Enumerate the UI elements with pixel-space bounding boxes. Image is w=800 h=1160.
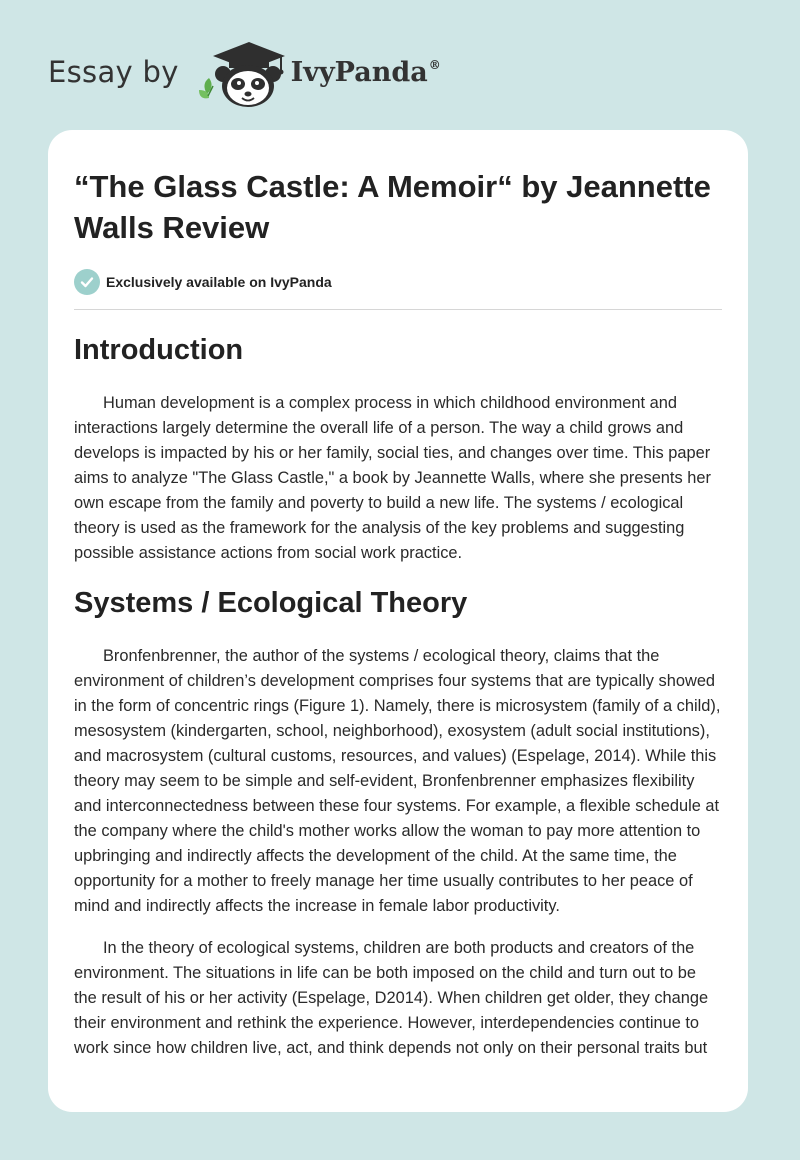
site-header bbox=[48, 34, 441, 110]
paragraph-introduction: Human development is a complex process in which childhood environment and interactions largely determine the overall life of a person. The way a child grows and develops is impacted by his or her family, social ties, and changes over time. This paper aims to analyze "The Glass Castle," a book by Jeannette Walls, where she presents her own escape from the family and poverty to build a new life. The systems / ecological theory is used as the framework for the analysis of the key problems and suggesting possible assistance actions from social work practice. bbox=[74, 394, 711, 562]
brand-name: IvyPanda bbox=[290, 56, 428, 88]
essay-by-label: Essay by bbox=[48, 55, 179, 89]
section-heading-systems-ecological-theory: Systems / Ecological Theory bbox=[74, 587, 468, 619]
panda-graduate-logo-icon[interactable] bbox=[197, 34, 287, 110]
paragraph-systems-2: In the theory of ecological systems, children are both products and creators of the environment. The situations in life can be both imposed on the child and turn out to be the result of his or her activity (Espelage, D2014). When children get older, they change their environment and rethink the experience. However, interdependencies continue to work since how children live, act, and think depends not only on their personal traits but bbox=[74, 939, 709, 1057]
section-heading-introduction: Introduction bbox=[74, 334, 244, 366]
article-card bbox=[48, 130, 748, 1112]
brand-logo-text[interactable] bbox=[291, 57, 441, 88]
registered-mark: ® bbox=[428, 57, 441, 72]
article-title: “The Glass Castle: A Memoir“ by Jeannette Walls Review bbox=[74, 169, 711, 245]
paragraph-systems-1: Bronfenbrenner, the author of the systems / ecological theory, claims that the environment of children’s development comprises four systems that are typically showed in the form of concentric rings (Figure 1). Namely, there is microsystem (family of a child), mesosystem (kindergarten, school, neighborhood), exosystem (adult social institutions), and macrosystem (cultural customs, resources, and values) (Espelage, 2014). While this theory may seem to be simple and self-evident, Bronfenbrenner emphasizes flexibility and interconnectedness between these four systems. For example, a flexible schedule at the company where the child's mother works allow the woman to pay more attention to upbringing and indirectly affects the development of the child. At the same time, the opportunity for a mother to freely manage her time usually contributes to her peace of mind and indirectly affects the increase in female labor productivity. bbox=[74, 647, 721, 915]
exclusive-label: Exclusively available on IvyPanda bbox=[106, 274, 332, 290]
check-circle-icon bbox=[74, 269, 100, 295]
exclusive-badge bbox=[74, 268, 722, 296]
divider bbox=[74, 309, 722, 310]
